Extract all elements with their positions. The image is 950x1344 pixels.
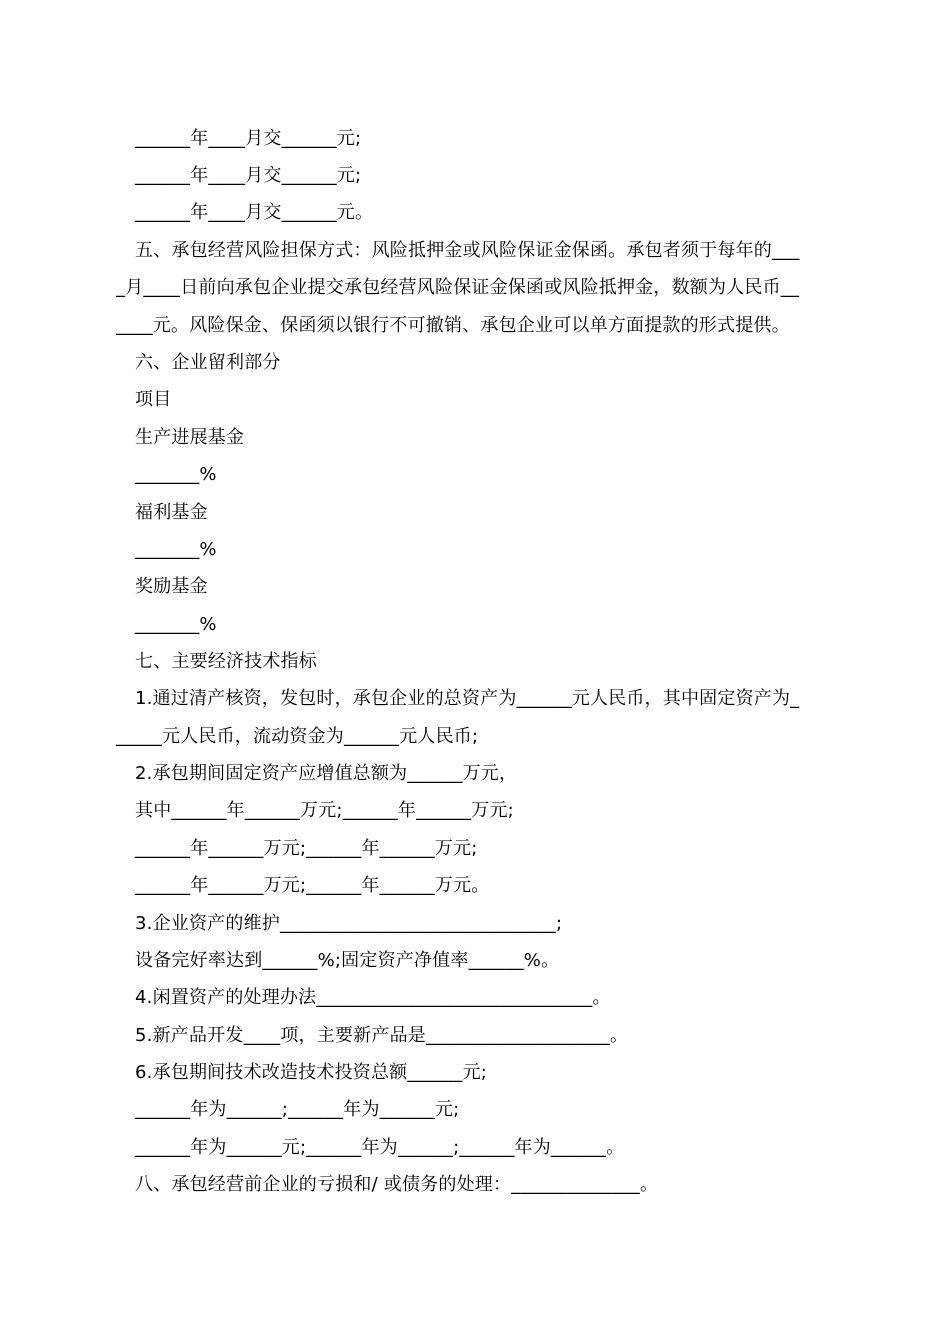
section-8-heading: 八、承包经营前企业的亏损和/ 或债务的处理：______________。 bbox=[135, 1174, 659, 1195]
welfare-fund-label: 福利基金 bbox=[135, 502, 208, 523]
indicator-6-line-1: 6.承包期间技术改造技术投资总额______元; bbox=[135, 1062, 488, 1083]
indicator-6-line-2: ______年为______;______年为______元; bbox=[135, 1099, 460, 1120]
development-fund-percent: _______% bbox=[135, 464, 217, 485]
bonus-fund-percent: _______% bbox=[135, 614, 217, 635]
indicator-1-line-2: _____元人民币，流动资金为______元人民币; bbox=[116, 726, 479, 747]
indicator-6-line-3: ______年为______元;______年为______;______年为______。 bbox=[135, 1137, 625, 1158]
indicator-1-line-1: 1.通过清产核资，发包时，承包企业的总资产为______元人民币，其中固定资产为_ bbox=[135, 688, 800, 709]
section-5-line-3: ____元。风险保金、保函须以银行不可撤销、承包企业可以单方面提款的形式提供。 bbox=[116, 315, 790, 336]
payment-line-1: ______年____月交______元; bbox=[135, 128, 362, 149]
indicator-2-line-3: ______年______万元;______年______万元; bbox=[135, 838, 478, 859]
item-label: 项目 bbox=[135, 389, 172, 410]
indicator-3-line-2: 设备完好率达到______%;固定资产净值率______%。 bbox=[135, 950, 560, 971]
section-5-line-2: _月____日前向承包企业提交承包经营风险保证金保函或风险抵押金，数额为人民币__ bbox=[116, 277, 800, 298]
development-fund-label: 生产进展基金 bbox=[135, 427, 245, 448]
indicator-3-line-1: 3.企业资产的维护______________________________; bbox=[135, 913, 563, 934]
bonus-fund-label: 奖励基金 bbox=[135, 576, 208, 597]
section-6-heading: 六、企业留利部分 bbox=[135, 352, 281, 373]
welfare-fund-percent: _______% bbox=[135, 539, 217, 560]
indicator-2-line-1: 2.承包期间固定资产应增值总额为______万元， bbox=[135, 763, 518, 784]
indicator-5: 5.新产品开发____项，主要新产品是____________________。 bbox=[135, 1025, 629, 1046]
payment-line-2: ______年____月交______元; bbox=[135, 165, 362, 186]
section-7-heading: 七、主要经济技术指标 bbox=[135, 651, 317, 672]
indicator-2-line-4: ______年______万元;______年______万元。 bbox=[135, 875, 490, 896]
indicator-2-line-2: 其中______年______万元;______年______万元; bbox=[135, 800, 514, 821]
indicator-4: 4.闲置资产的处理办法______________________________。 bbox=[135, 987, 611, 1008]
section-5-line-1: 五、承包经营风险担保方式：风险抵押金或风险保证金保函。承包者须于每年的___ bbox=[135, 240, 800, 261]
payment-line-3: ______年____月交______元。 bbox=[135, 202, 374, 223]
